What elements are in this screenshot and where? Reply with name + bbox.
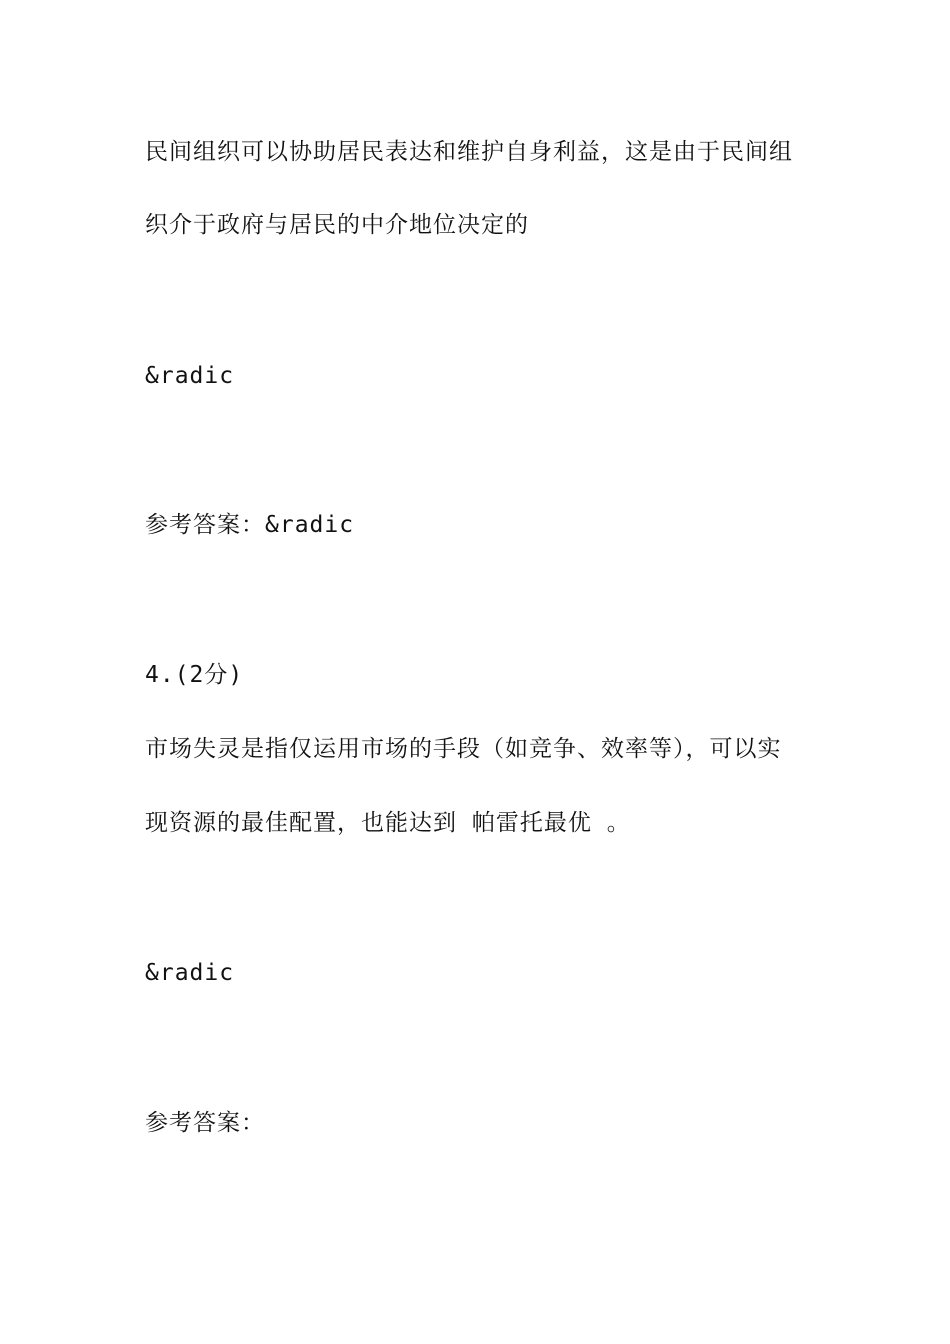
q3-reference-answer-value: &radic (265, 512, 355, 538)
q4-selected-answer: &radic (145, 960, 235, 986)
q3-selected-answer: &radic (145, 363, 235, 389)
q3-reference-answer (145, 510, 354, 540)
q4-statement-line2: 现资源的最佳配置，也能达到 帕雷托最优 。 (145, 810, 631, 836)
q3-statement-line1: 民间组织可以协助居民表达和维护自身利益，这是由于民间组 (145, 139, 793, 165)
q4-reference-answer-label: 参考答案： (145, 1110, 265, 1136)
q3-reference-answer-label: 参考答案： (145, 512, 265, 538)
q3-statement-line2: 织介于政府与居民的中介地位决定的 (145, 212, 529, 238)
q4-reference-answer (145, 1108, 265, 1138)
q4-statement-line1: 市场失灵是指仅运用市场的手段（如竞争、效率等），可以实 (145, 736, 782, 762)
q4-header: 4.(2分) (145, 662, 244, 688)
